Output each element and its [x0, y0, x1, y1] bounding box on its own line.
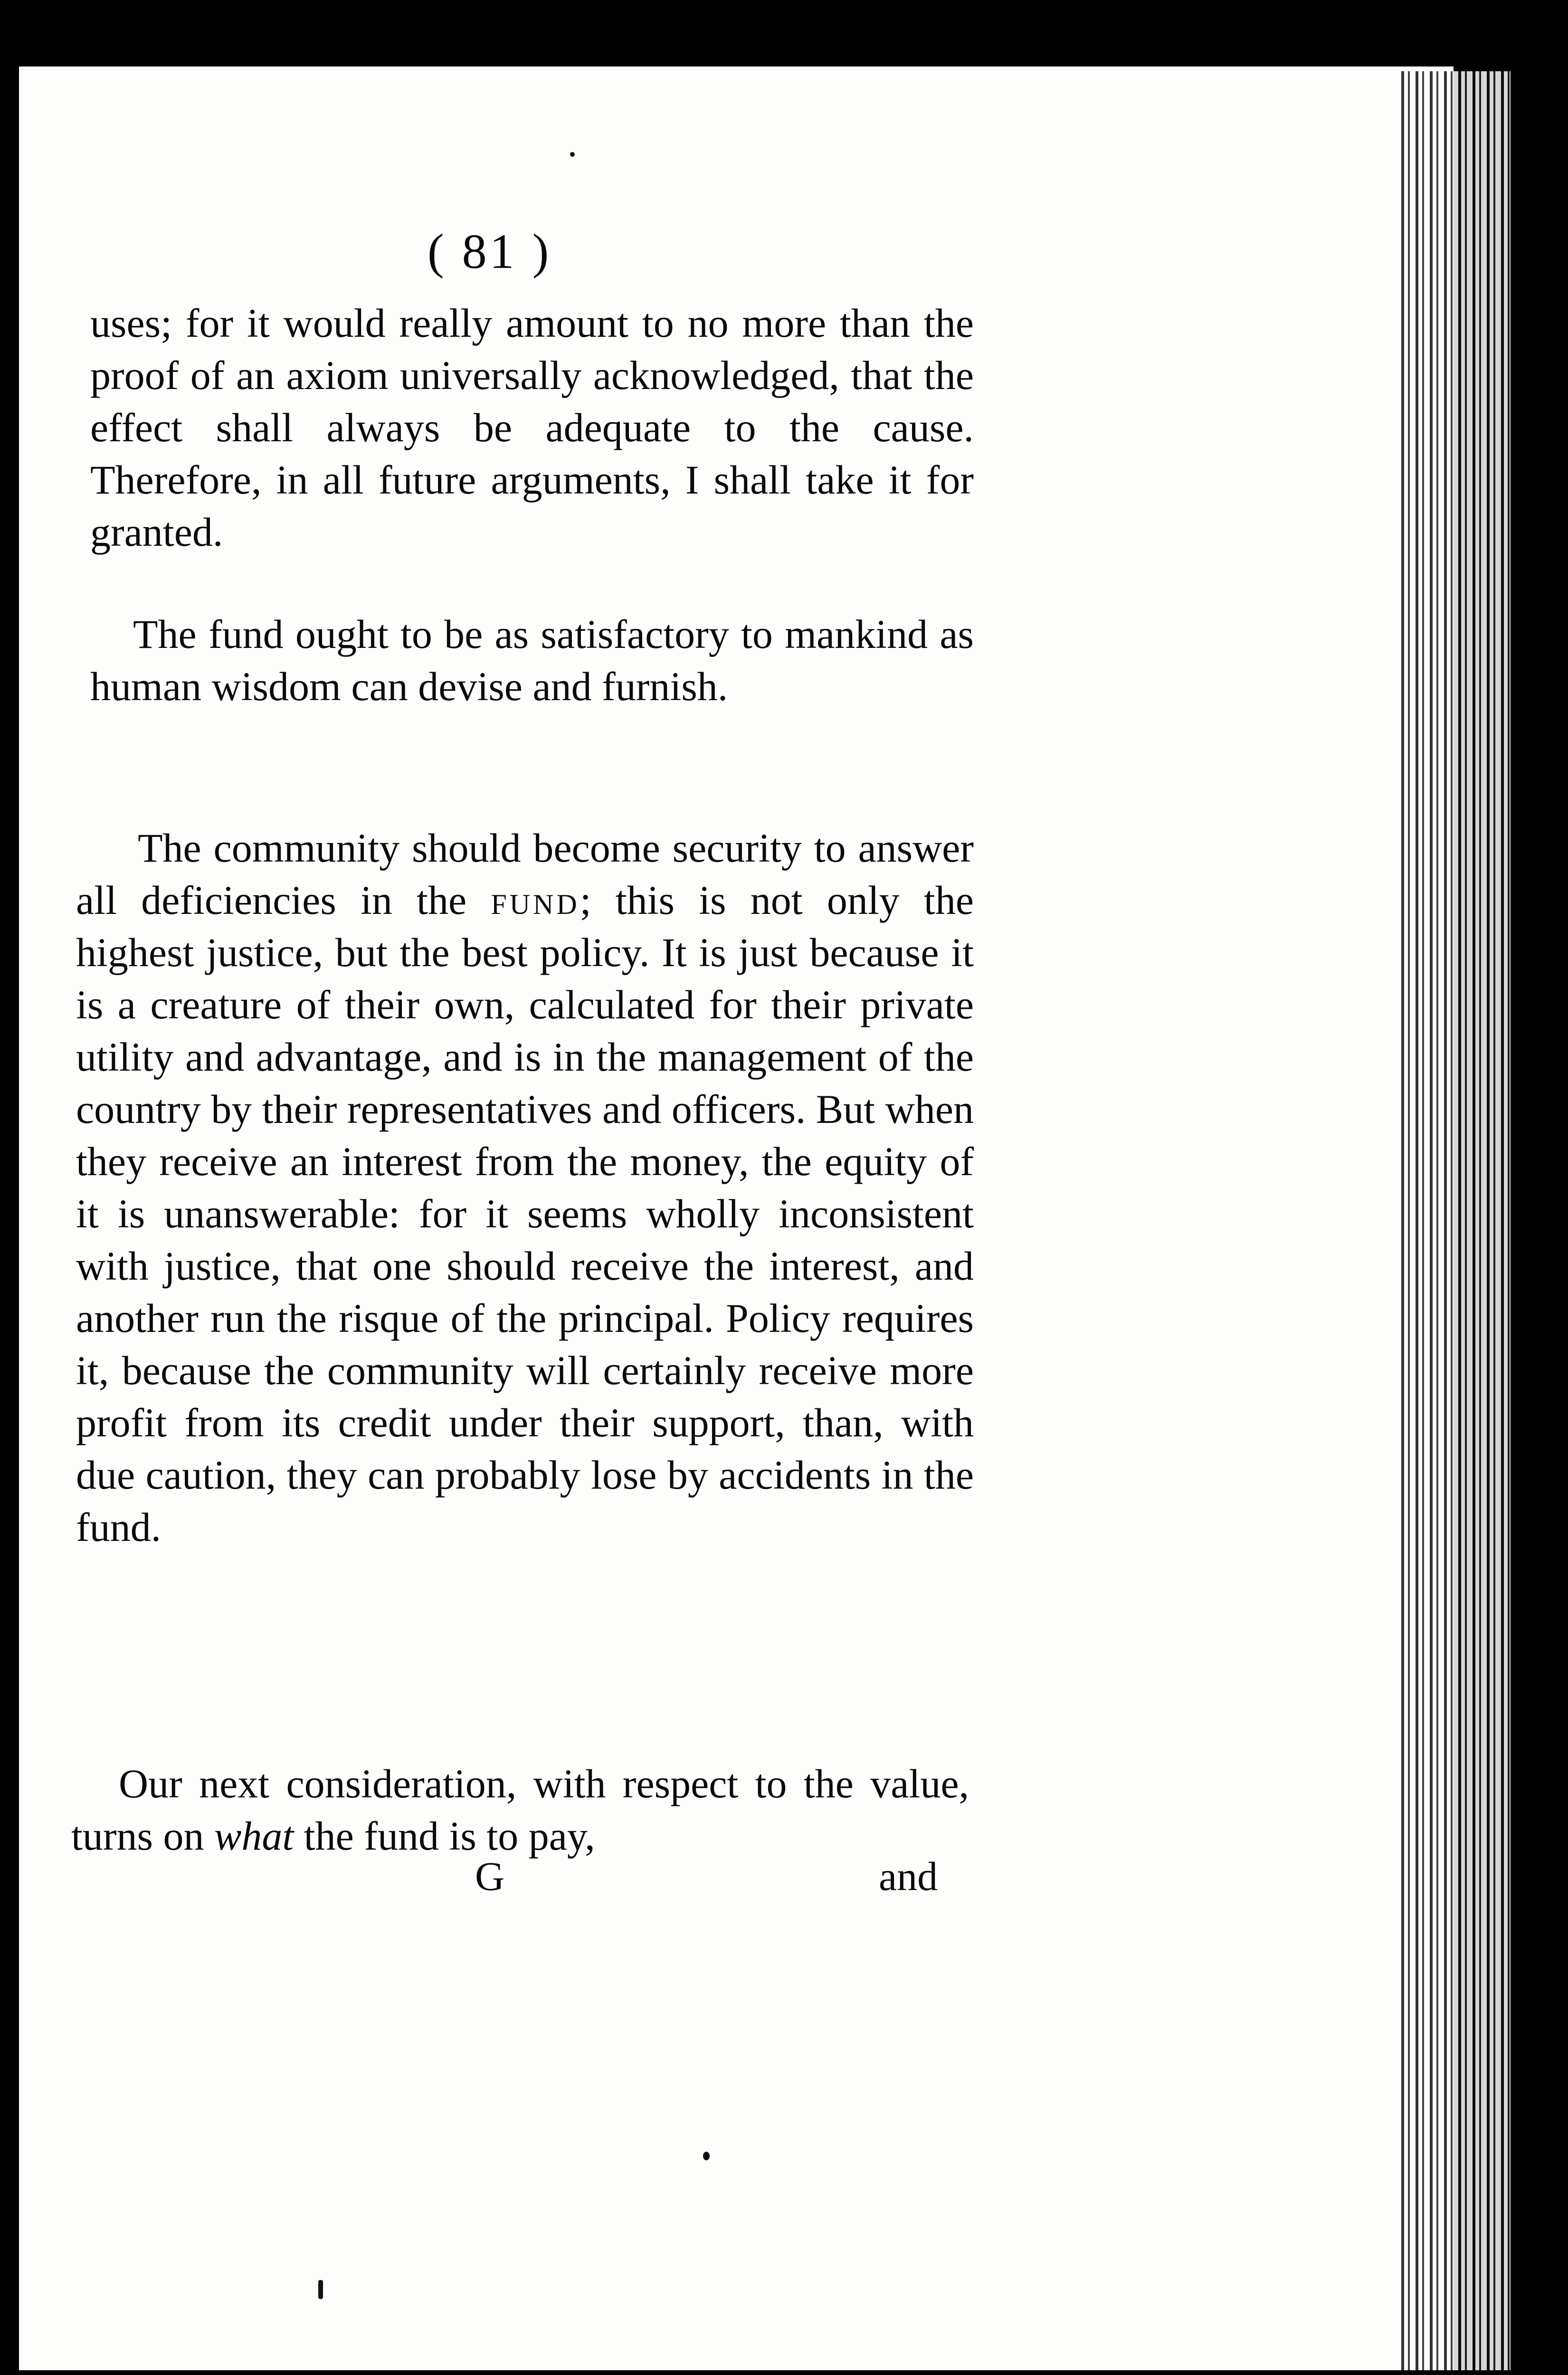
scan-border-top — [0, 0, 1568, 66]
page-edge-shadow — [1511, 71, 1568, 2370]
signature-mark: G — [475, 1853, 505, 1899]
ink-speck — [703, 2152, 710, 2160]
paragraph-4 — [71, 1758, 969, 1862]
paragraph-3-text-b: ; this is not only the highest justice, but the best policy. It is just because it is a creature of their own, calculated for their private utility and advantage, and is in the management of the country by their representatives and officers. But when they receive an interest from the money, the equity of it is unanswerable: for it seems wholly inconsistent with justice, that one should receive the interest, and another run the risque of the principal. Policy requires it, because the community will certainly receive more profit from its credit under their support, than, with due caution, they can probably lose by accidents in the fund. — [76, 877, 974, 1550]
ink-speck — [318, 2280, 323, 2299]
paragraph-4-italic-word: what — [214, 1813, 294, 1859]
paragraph-4-text-b: the fund is to pay, — [294, 1813, 595, 1859]
scan-border-left — [0, 0, 19, 2375]
catchword: and — [879, 1853, 938, 1899]
paragraph-3-fund-word: fund — [491, 877, 580, 923]
paragraph-4-text-a: Our next consideration, with respect to the value, turns on — [71, 1761, 969, 1859]
ink-speck — [570, 152, 575, 157]
paragraph-1: uses; for it would really amount to no more than the proof of an axiom universally acknowledged, that the effect shall always be adequate to the cause. Therefore, in all future arguments, I shall take it for granted. — [90, 300, 974, 555]
paragraph-3 — [76, 822, 974, 1553]
page-number: ( 81 ) — [428, 224, 552, 279]
paragraph-3-text-a: The community should become security to answer all deficiencies in the — [76, 825, 974, 923]
scan-border-bottom — [0, 2370, 1568, 2375]
paragraph-2: The fund ought to be as satisfactory to mankind as human wisdom can devise and furnish. — [90, 611, 974, 709]
